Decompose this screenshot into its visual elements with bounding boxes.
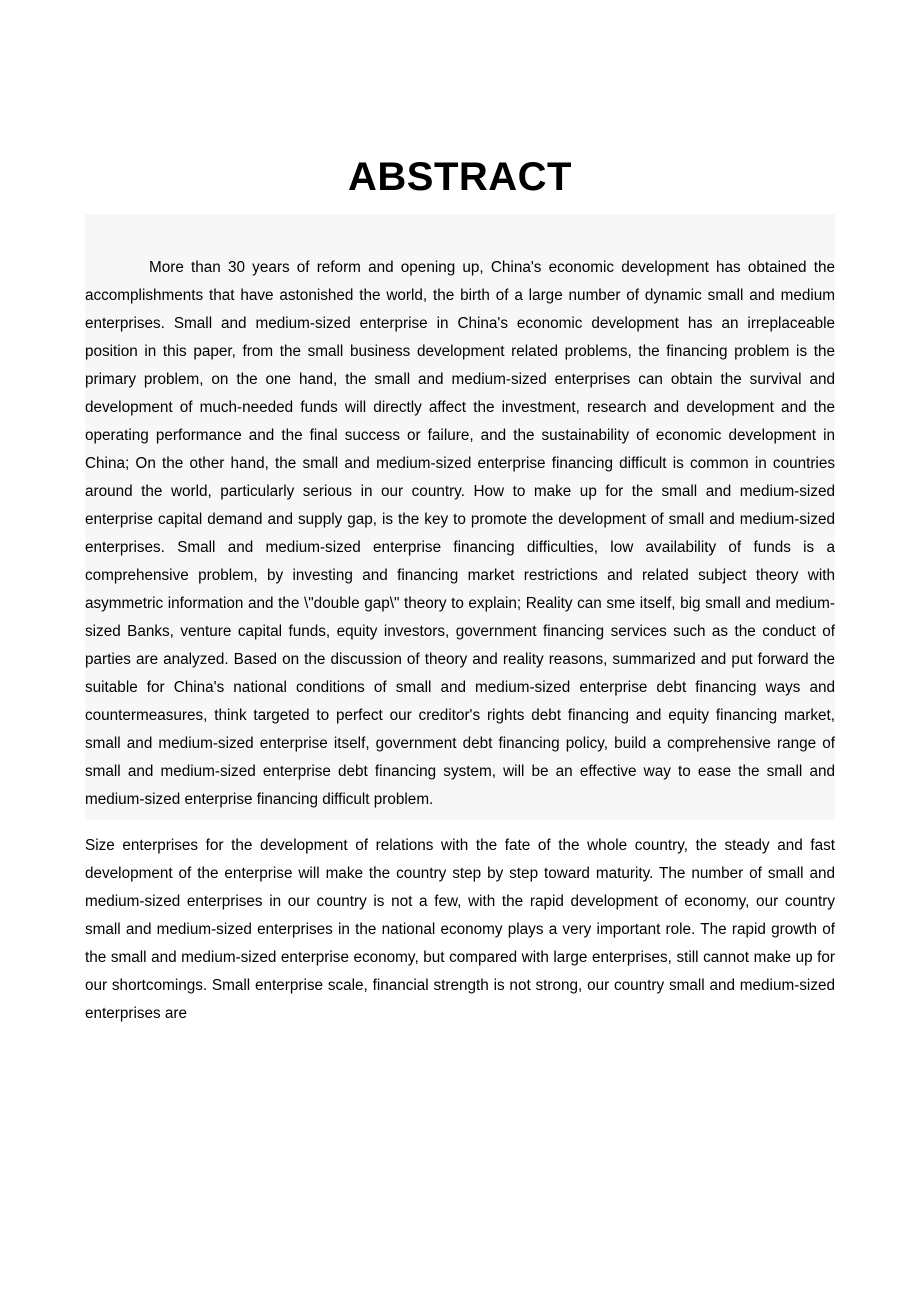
page-title: ABSTRACT [348,154,572,199]
block-spacer [85,814,835,818]
abstract-body [85,214,835,1028]
abstract-paragraph-2: Size enterprises for the development of relations with the fate of the whole country, the steady and fast development of the enterprise will make the country step by step toward maturity. The number of small and medium-sized enterprises in our country is not a few, with the rapid development of economy, our country small and medium-sized enterprises in the national economy plays a very important role. The rapid growth of the small and medium-sized enterprise economy, but compared with large enterprises, still cannot make up for our shortcomings. Small enterprise scale, financial strength is not strong, our country small and medium-sized enterprises are [85,837,835,1022]
highlighted-paragraph-block [85,214,835,820]
abstract-paragraph-1: More than 30 years of reform and opening up, China's economic development has obtained the accomplishments that have astonished the world, the birth of a large number of dynamic small and medium enterprises. Small and medium-sized enterprise in China's economic development has an irreplaceable position in this paper, from the small business development related problems, the financing problem is the primary problem, on the one hand, the small and medium-sized enterprises can obtain the survival and development of much-needed funds will directly affect the investment, research and development and the operating performance and the final success or failure, and the sustainability of economic development in China; On the other hand, the small and medium-sized enterprise financing difficult is common in countries around the world, particularly serious in our country. How to make up for the small and medium-sized enterprise capital demand and supply gap, is the key to promote the development of small and medium-sized enterprises. Small and medium-sized enterprise financing difficulties, low availability of funds is a comprehensive problem, by investing and financing market restrictions and related subject theory with asymmetric information and the \"double gap\" theory to explain; Reality can sme itself, big small and medium-sized Banks, venture capital funds, equity investors, government financing services such as the conduct of parties are analyzed. Based on the discussion of theory and reality reasons, summarized and put forward the suitable for China's national conditions of small and medium-sized enterprise debt financing ways and countermeasures, think targeted to perfect our creditor's rights debt financing and equity financing market, small and medium-sized enterprise itself, government debt financing policy, build a comprehensive range of small and medium-sized enterprise debt financing system, will be an effective way to ease the small and medium-sized enterprise financing difficult problem. [85,259,835,808]
